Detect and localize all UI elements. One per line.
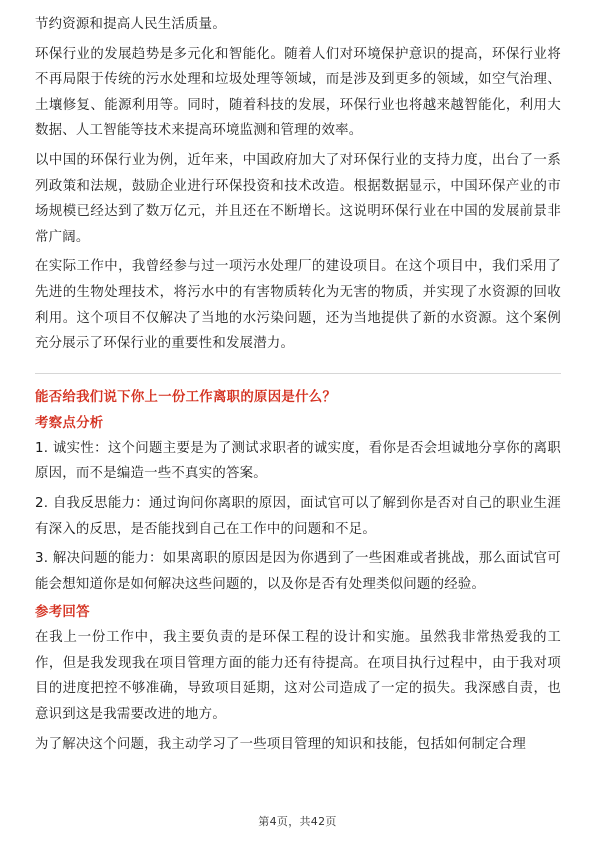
paragraph: 环保行业的发展趋势是多元化和智能化。随着人们对环境保护意识的提高，环保行业将不再局限于传统的污水处理和垃圾处理等领域，而是涉及到更多的领域，如空气治理、土壤修复、能源利用等。同时，随着科技的发展，环保行业也将越来越智能化，利用大数据、人工智能等技术来提高环境监测和管理的效率。 [35,46,561,139]
analysis-item: 2. 自我反思能力：通过询问你离职的原因，面试官可以了解到你是否对自己的职业生涯有深入的反思，是否能找到自己在工作中的问题和不足。 [35,495,561,537]
analysis-item: 3. 解决问题的能力：如果离职的原因是因为你遇到了一些困难或者挑战，那么面试官可能会想知道你是如何解决这些问题的，以及你是否有处理类似问题的经验。 [35,551,561,592]
page-number: 第4页，共42页 [258,815,337,828]
section-divider [35,373,561,374]
answer-paragraph: 在我上一份工作中，我主要负责的是环保工程的设计和实施。虽然我非常热爱我的工作，但是我发现我在项目管理方面的能力还有待提高。在项目执行过程中，由于我对项目的进度把控不够准确，导致项目延期，这对公司造成了一定的损失。我深感自责，也意识到这是我需要改进的地方。 [35,630,561,723]
answer-paragraph: 为了解决这个问题，我主动学习了一些项目管理的知识和技能，包括如何制定合理 [35,736,527,752]
answer-heading: 参考回答 [35,605,90,621]
paragraph: 节约资源和提高人民生活质量。 [35,17,226,32]
analysis-item: 1. 诚实性：这个问题主要是为了测试求职者的诚实度，看你是否会坦诚地分享你的离职原因，而不是编造一些不真实的答案。 [35,440,561,482]
paragraph: 在实际工作中，我曾经参与过一项污水处理厂的建设项目。在这个项目中，我们采用了先进的生物处理技术，将污水中的有害物质转化为无害的物质，并实现了水资源的回收利用。这个项目不仅解决了当地的水污染问题，还为当地提供了新的水资源。这个案例充分展示了环保行业的重要性和发展潜力。 [35,259,561,352]
paragraph: 以中国的环保行业为例，近年来，中国政府加大了对环保行业的支持力度，出台了一系列政策和法规，鼓励企业进行环保投资和技术改造。根据数据显示，中国环保产业的市场规模已经达到了数万亿元，并且还在不断增长。这说明环保行业在中国的发展前景非常广阔。 [35,152,561,245]
document-body [35,12,561,761]
analysis-heading: 考察点分析 [35,415,104,431]
question-heading: 能否给我们说下你上一份工作离职的原因是什么？ [35,389,337,405]
